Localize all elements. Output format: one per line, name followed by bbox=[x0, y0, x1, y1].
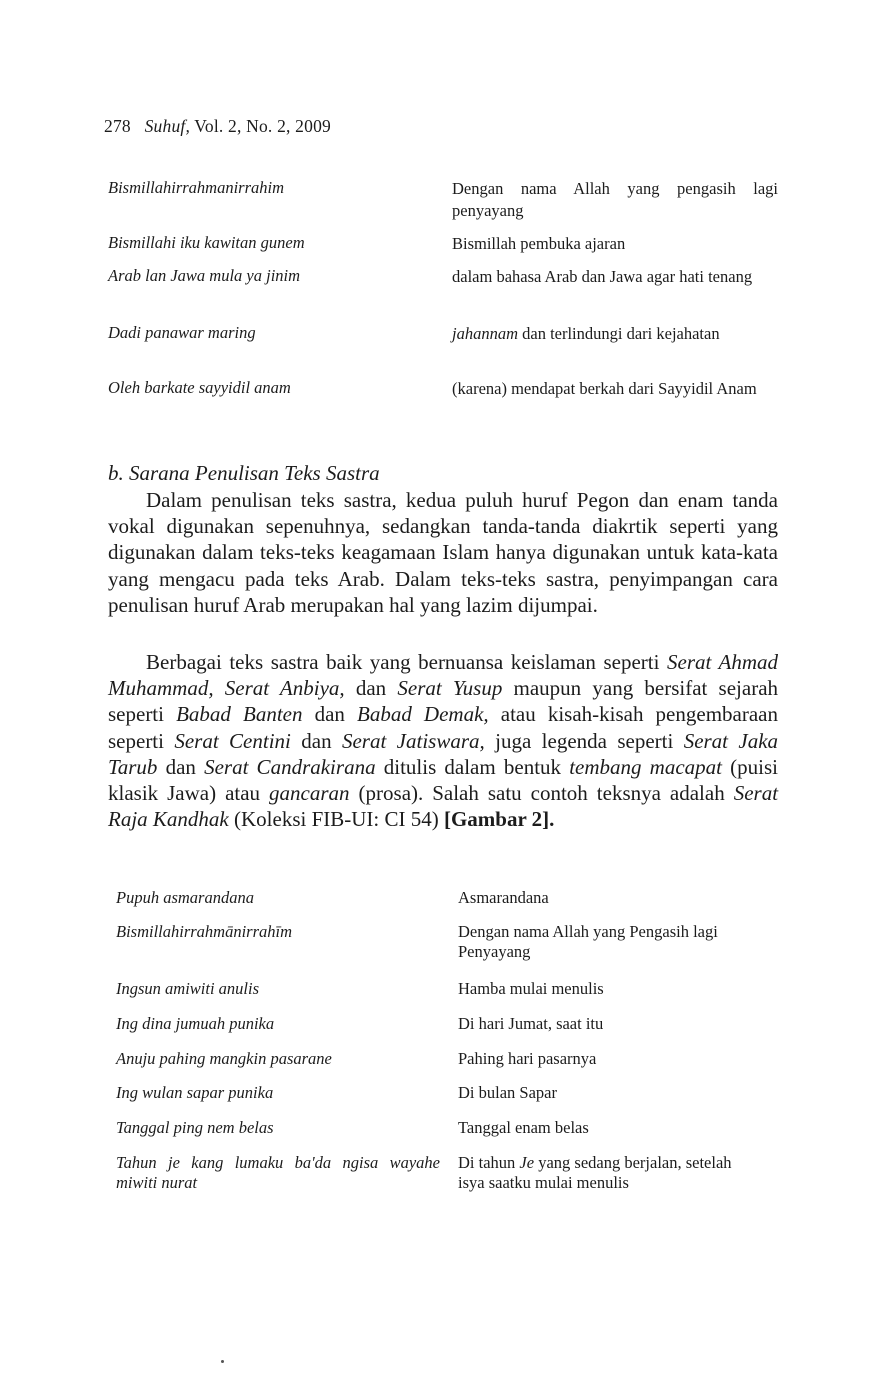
title-italic: Serat Candrakirana bbox=[204, 754, 376, 779]
paragraph-text: ditulis dalam bentuk bbox=[383, 754, 562, 779]
paragraph-text: Dalam penulisan teks sastra, kedua puluh huruf Pegon dan enam tanda vokal digunakan sepenuhnya, sedangkan tanda-tanda diakrtik seperti yang digunakan dalam teks-teks keagamaan Islam hanya digunakan untuk kata-kata yang mengacu pada teks Arab. Dalam teks-teks sastra, penyimpangan cara penulisan huruf Arab merupakan hal yang lazim dijumpai. bbox=[108, 488, 778, 617]
translation-line: Tanggal enam belas bbox=[458, 1118, 589, 1137]
paragraph-text: dan bbox=[165, 754, 196, 779]
translation-line: Dengan nama Allah yang pengasih lagi penyayang bbox=[452, 179, 778, 220]
title-italic: Serat Jaka Tarub bbox=[108, 728, 779, 779]
translation-line bbox=[458, 1153, 754, 1193]
title-italic: Serat Jatiswara, bbox=[341, 728, 485, 753]
javanese-line: Tanggal ping nem belas bbox=[116, 1118, 274, 1137]
translation-text: yang sedang berjalan, setelah isya saatku mulai menulis bbox=[458, 1153, 732, 1192]
title-italic: Serat Raja Kandhak bbox=[108, 781, 779, 832]
title-italic: Serat Yusup bbox=[397, 676, 503, 701]
javanese-line: Ingsun amiwiti anulis bbox=[116, 979, 260, 998]
translation-text: Di tahun bbox=[458, 1153, 516, 1172]
javanese-line: Ing wulan sapar punika bbox=[116, 1083, 274, 1102]
paragraph-text: dan bbox=[301, 728, 332, 753]
paragraph-text: dan bbox=[355, 676, 387, 701]
translation-line bbox=[452, 323, 778, 345]
translation-line: Pahing hari pasarnya bbox=[458, 1049, 597, 1068]
translation-line bbox=[458, 922, 780, 962]
section-title: b. Sarana Penulisan Teks Sastra bbox=[108, 461, 380, 485]
term-italic: gancaran bbox=[269, 781, 350, 806]
javanese-line: Arab lan Jawa mula ya jinim bbox=[108, 266, 301, 285]
translation-line: Asmarandana bbox=[458, 888, 549, 907]
paragraph-text: Berbagai teks sastra baik yang bernuansa keislaman seperti bbox=[146, 650, 660, 674]
javanese-line: Bismillahirrahmanirrahim bbox=[108, 178, 285, 197]
javanese-line: Ing dina jumuah punika bbox=[116, 1014, 275, 1033]
translation-text: Dengan nama Allah yang Pengasih lagi Penyayang bbox=[458, 922, 718, 961]
translation-line: Hamba mulai menulis bbox=[458, 979, 604, 998]
term-italic: tembang macapat bbox=[569, 754, 722, 779]
javanese-line: Anuju pahing mangkin pasarane bbox=[116, 1049, 332, 1068]
translation-line: Di bulan Sapar bbox=[458, 1083, 557, 1102]
figure-reference: [Gambar 2]. bbox=[443, 807, 555, 832]
translation-line: dalam bahasa Arab dan Jawa agar hati tenang bbox=[452, 267, 753, 286]
paragraph-text: juga legenda seperti bbox=[495, 728, 674, 753]
journal-volume: Vol. 2, No. 2, 2009 bbox=[194, 116, 331, 136]
title-italic: Babad Banten bbox=[176, 702, 303, 727]
running-header bbox=[104, 116, 331, 137]
translation-line: Di hari Jumat, saat itu bbox=[458, 1014, 604, 1033]
scan-speck bbox=[221, 1360, 224, 1363]
paragraph-text: (Koleksi FIB-UI: CI 54) bbox=[234, 807, 439, 832]
translation-rest: dan terlindungi dari kejahatan bbox=[522, 324, 720, 343]
translation-italic: jahannam bbox=[452, 324, 518, 343]
page-number: 278 bbox=[104, 116, 131, 136]
title-italic: Serat Ahmad Muhammad, Serat Anbiya, bbox=[108, 650, 778, 701]
translation-line: Bismillah pembuka ajaran bbox=[452, 234, 626, 253]
title-italic: Babad Demak, bbox=[357, 702, 489, 727]
paragraph-text: atau kisah-kisah pengembaraan seperti bbox=[108, 702, 778, 753]
javanese-line: Dadi panawar maring bbox=[108, 323, 256, 342]
paragraph-text: (puisi klasik Jawa) atau bbox=[108, 754, 778, 806]
paragraph bbox=[108, 649, 778, 832]
paragraph-text: (prosa). Salah satu contoh teksnya adalah bbox=[358, 781, 725, 806]
javanese-line: Tahun je kang lumaku ba'da ngisa wayahe miwiti nurat bbox=[116, 1153, 440, 1192]
javanese-line: Pupuh asmarandana bbox=[116, 888, 254, 907]
javanese-line: Bismillahirrahmānirrahīm bbox=[116, 922, 293, 941]
translation-italic: Je bbox=[519, 1153, 535, 1172]
paragraph bbox=[108, 487, 778, 618]
title-italic: Serat Centini bbox=[174, 728, 291, 753]
paragraph-text: dan bbox=[314, 702, 345, 727]
translation-line: (karena) mendapat berkah dari Sayyidil Anam bbox=[452, 379, 757, 398]
javanese-line: Oleh barkate sayyidil anam bbox=[108, 378, 291, 397]
paragraph-text: maupun yang bersifat sejarah seperti bbox=[108, 676, 779, 727]
journal-name: Suhuf, bbox=[144, 116, 191, 136]
javanese-line: Bismillahi iku kawitan gunem bbox=[108, 233, 305, 252]
